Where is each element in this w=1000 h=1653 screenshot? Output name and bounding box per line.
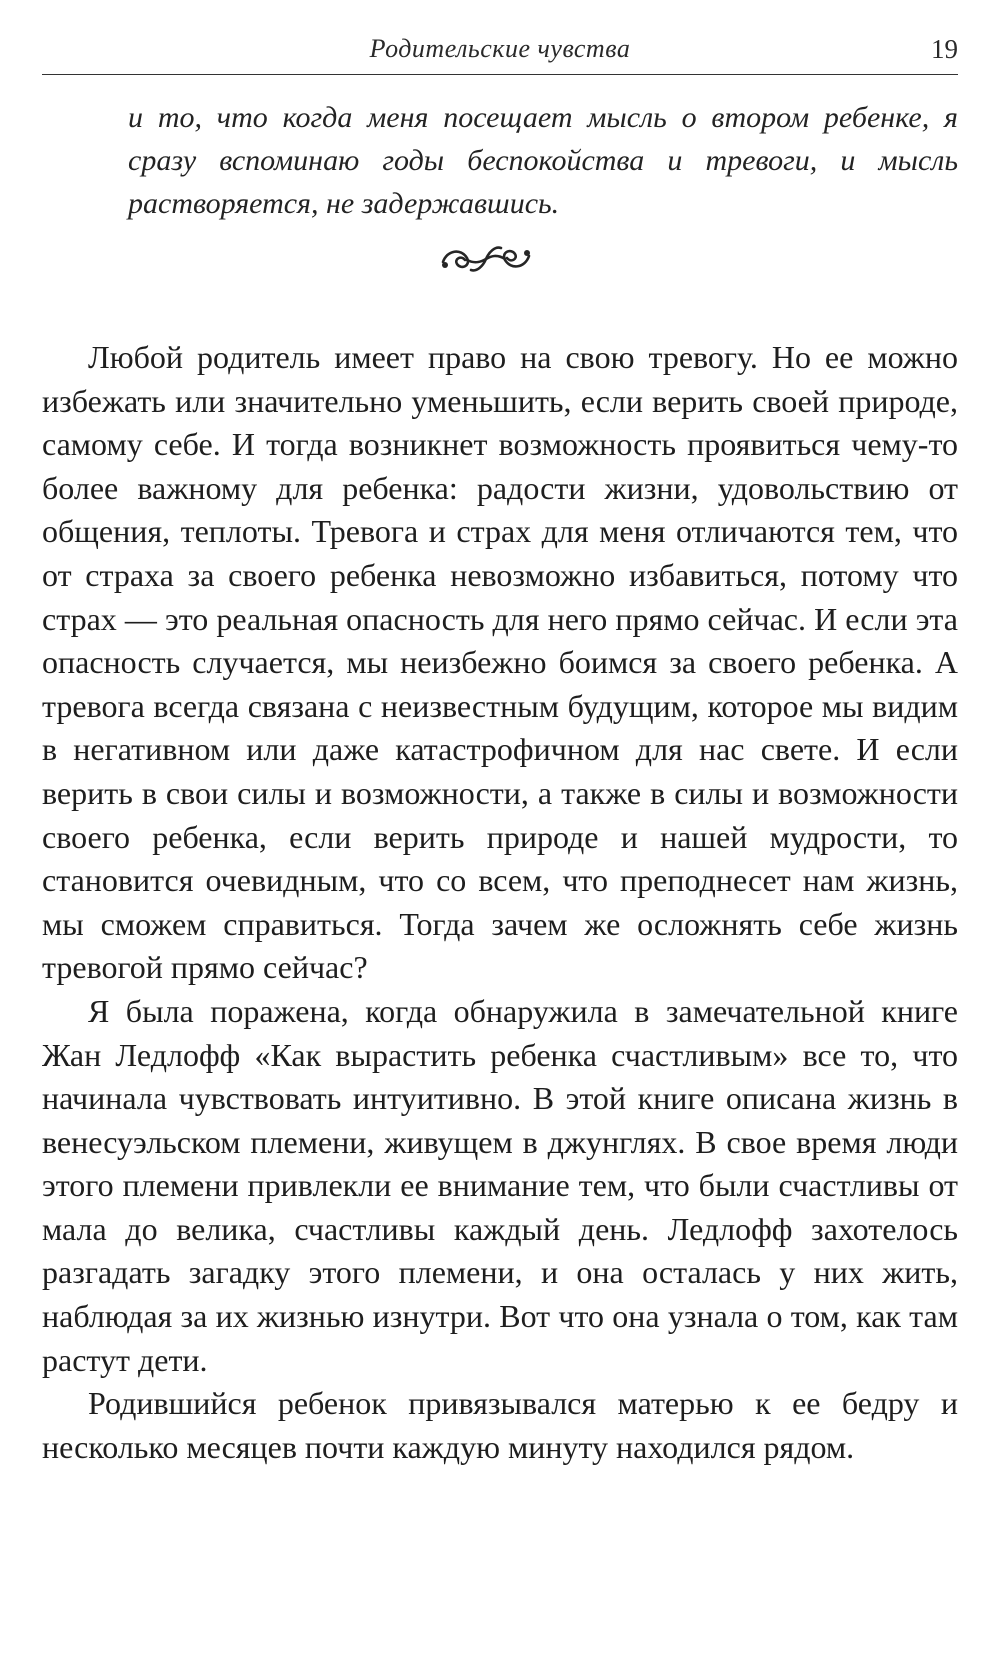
- quote-continuation: и то, что когда меня посещает мысль о втором ребенке, я сразу вспоминаю годы беспокойства и тревоги, и мысль растворяется, не задержавшись.: [128, 101, 958, 220]
- fleuron-ornament-icon: [437, 240, 535, 278]
- paragraph: Родившийся ребенок привязывался матерью к ее бедру и несколько месяцев почти каждую минуту находился рядом.: [42, 1385, 958, 1465]
- paragraph: Я была поражена, когда обнаружила в замечательной книге Жан Ледлофф «Как вырастить ребенка счастливым» все то, что начинала чувствовать интуитивно. В этой книге описана жизнь в венесуэльском племени, живущем в джунглях. В свое время люди этого племени привлекли ее внимание тем, что были счастливы от мала до велика, счастливы каждый день. Ледлофф захотелось разгадать загадку этого племени, и она осталась у них жить, наблюдая за их жизнью изнутри. Вот что она узнала о том, как там растут дети.: [42, 992, 958, 1378]
- paragraph: Любой родитель имеет право на свою тревогу. Но ее можно избежать или значительно уменьшить, если верить своей природе, самому себе. И тогда возникнет возможность проявиться чему-то более важному для ребенка: радости жизни, удовольствию от общения, теплоты. Тревога и страх для меня отличаются тем, что от страха за своего ребенка невозможно избавиться, потому что страх — это реальная опасность для него прямо сейчас. И если эта опасность случается, мы неизбежно боимся за своего ребенка. А тревога всегда связана с неизвестным будущим, которое мы видим в негативном или даже катастрофичном для нас свете. И если верить в свои силы и возможности, а также в силы и возможности своего ребенка, если верить природе и нашей мудрости, то становится очевидным, что со всем, что преподнесет нам жизнь, мы сможем справиться. Тогда зачем же осложнять себе жизнь тревогой прямо сейчас?: [42, 339, 958, 986]
- page-number: 19: [931, 34, 958, 64]
- header-rule: [42, 74, 958, 75]
- body-text: [42, 336, 958, 1469]
- running-title: Родительские чувства: [369, 34, 631, 63]
